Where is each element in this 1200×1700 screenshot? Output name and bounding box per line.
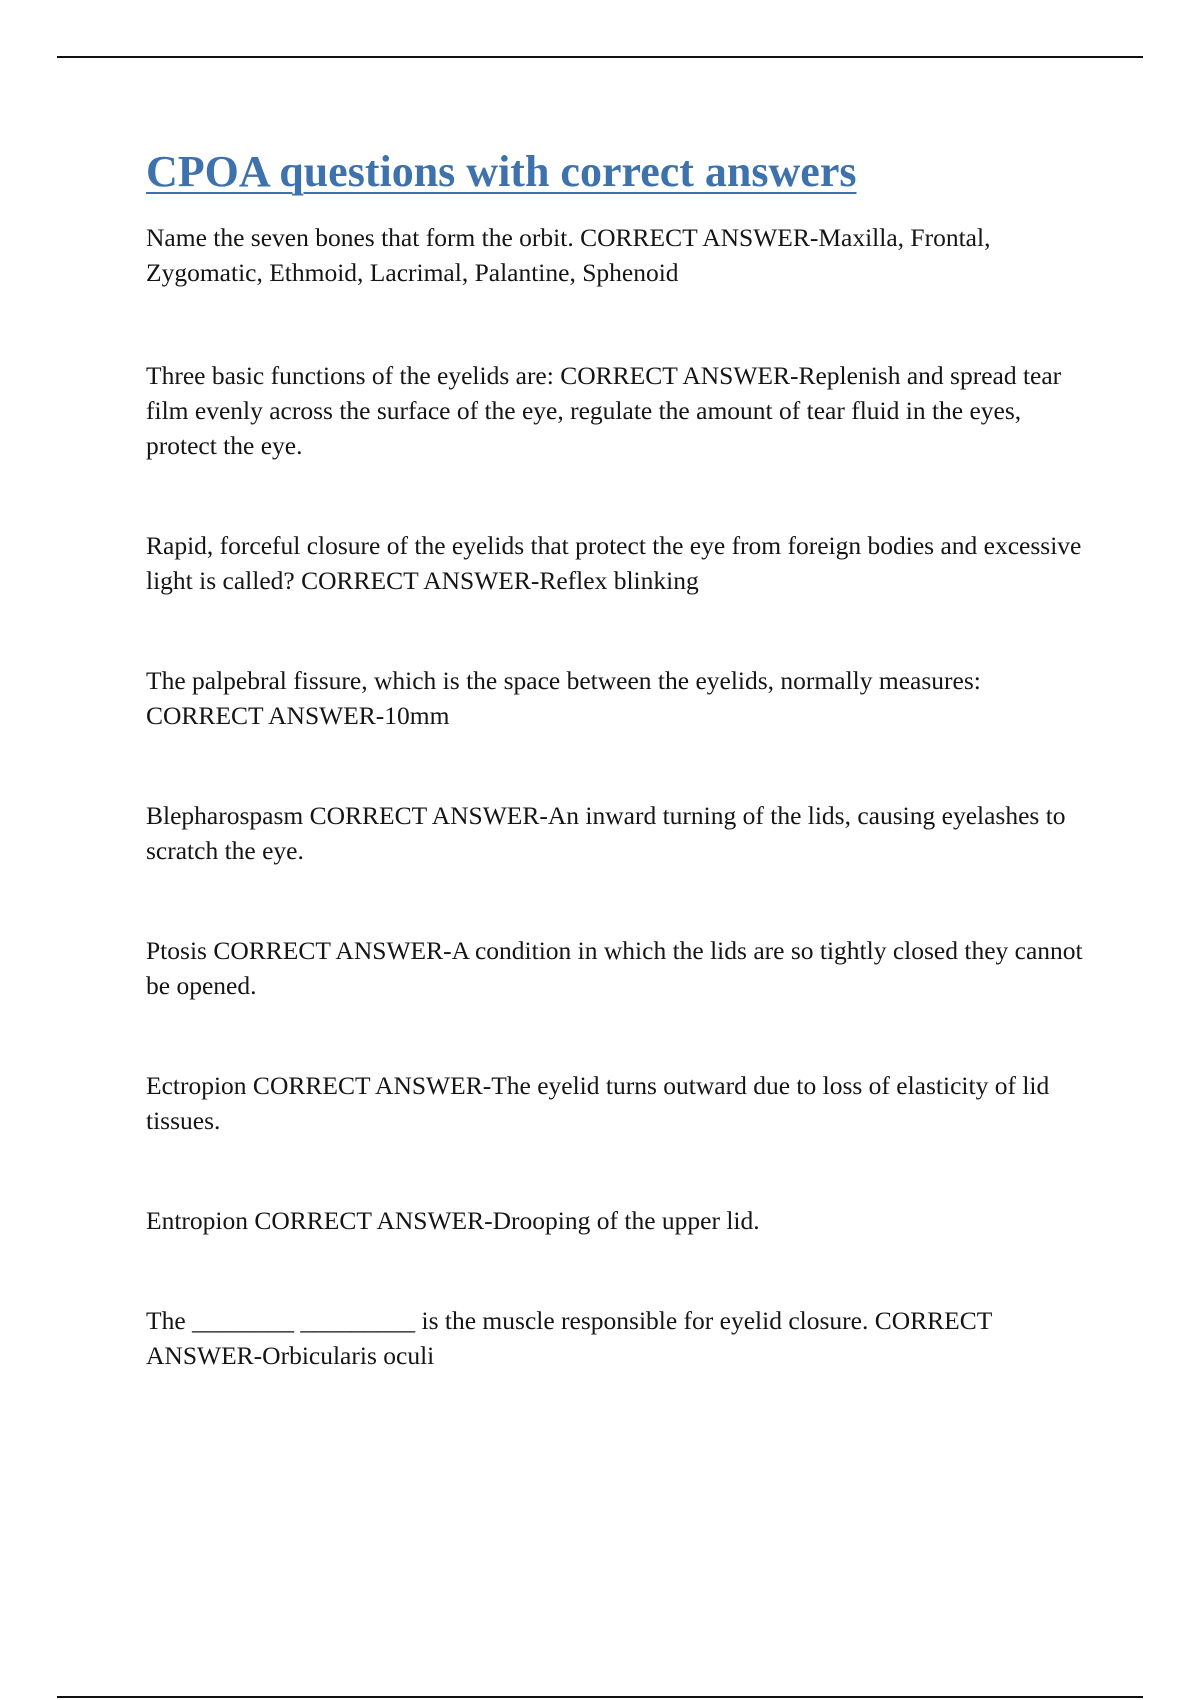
- document-title: CPOA questions with correct answers: [146, 147, 857, 196]
- qa-item: Rapid, forceful closure of the eyelids that protect the eye from foreign bodies and excessive light is called? CORRECT ANSWER-Reflex blinking: [146, 531, 1082, 595]
- qa-item: The palpebral fissure, which is the space between the eyelids, normally measures: CORRECT ANSWER-10mm: [146, 666, 981, 730]
- qa-item: Blepharospasm CORRECT ANSWER-An inward turning of the lids, causing eyelashes to scratch the eye.: [146, 801, 1066, 865]
- top-rule: [57, 56, 1143, 58]
- qa-item: Name the seven bones that form the orbit. CORRECT ANSWER-Maxilla, Frontal, Zygomatic, Ethmoid, Lacrimal, Palantine, Sphenoid: [146, 223, 991, 287]
- qa-item: Three basic functions of the eyelids are: CORRECT ANSWER-Replenish and spread tear film evenly across the surface of the eye, regulate the amount of tear fluid in the eyes, protect the eye.: [146, 361, 1062, 460]
- qa-item: Entropion CORRECT ANSWER-Drooping of the upper lid.: [146, 1206, 760, 1235]
- qa-item: The ________ _________ is the muscle responsible for eyelid closure. CORRECT ANSWER-Orbicularis oculi: [146, 1306, 992, 1370]
- qa-item: Ectropion CORRECT ANSWER-The eyelid turns outward due to loss of elasticity of lid tissues.: [146, 1071, 1050, 1135]
- bottom-rule: [57, 1696, 1143, 1698]
- qa-list: [146, 220, 1096, 1373]
- qa-item: Ptosis CORRECT ANSWER-A condition in which the lids are so tightly closed they cannot be opened.: [146, 936, 1083, 1000]
- document-body: [146, 146, 1096, 1438]
